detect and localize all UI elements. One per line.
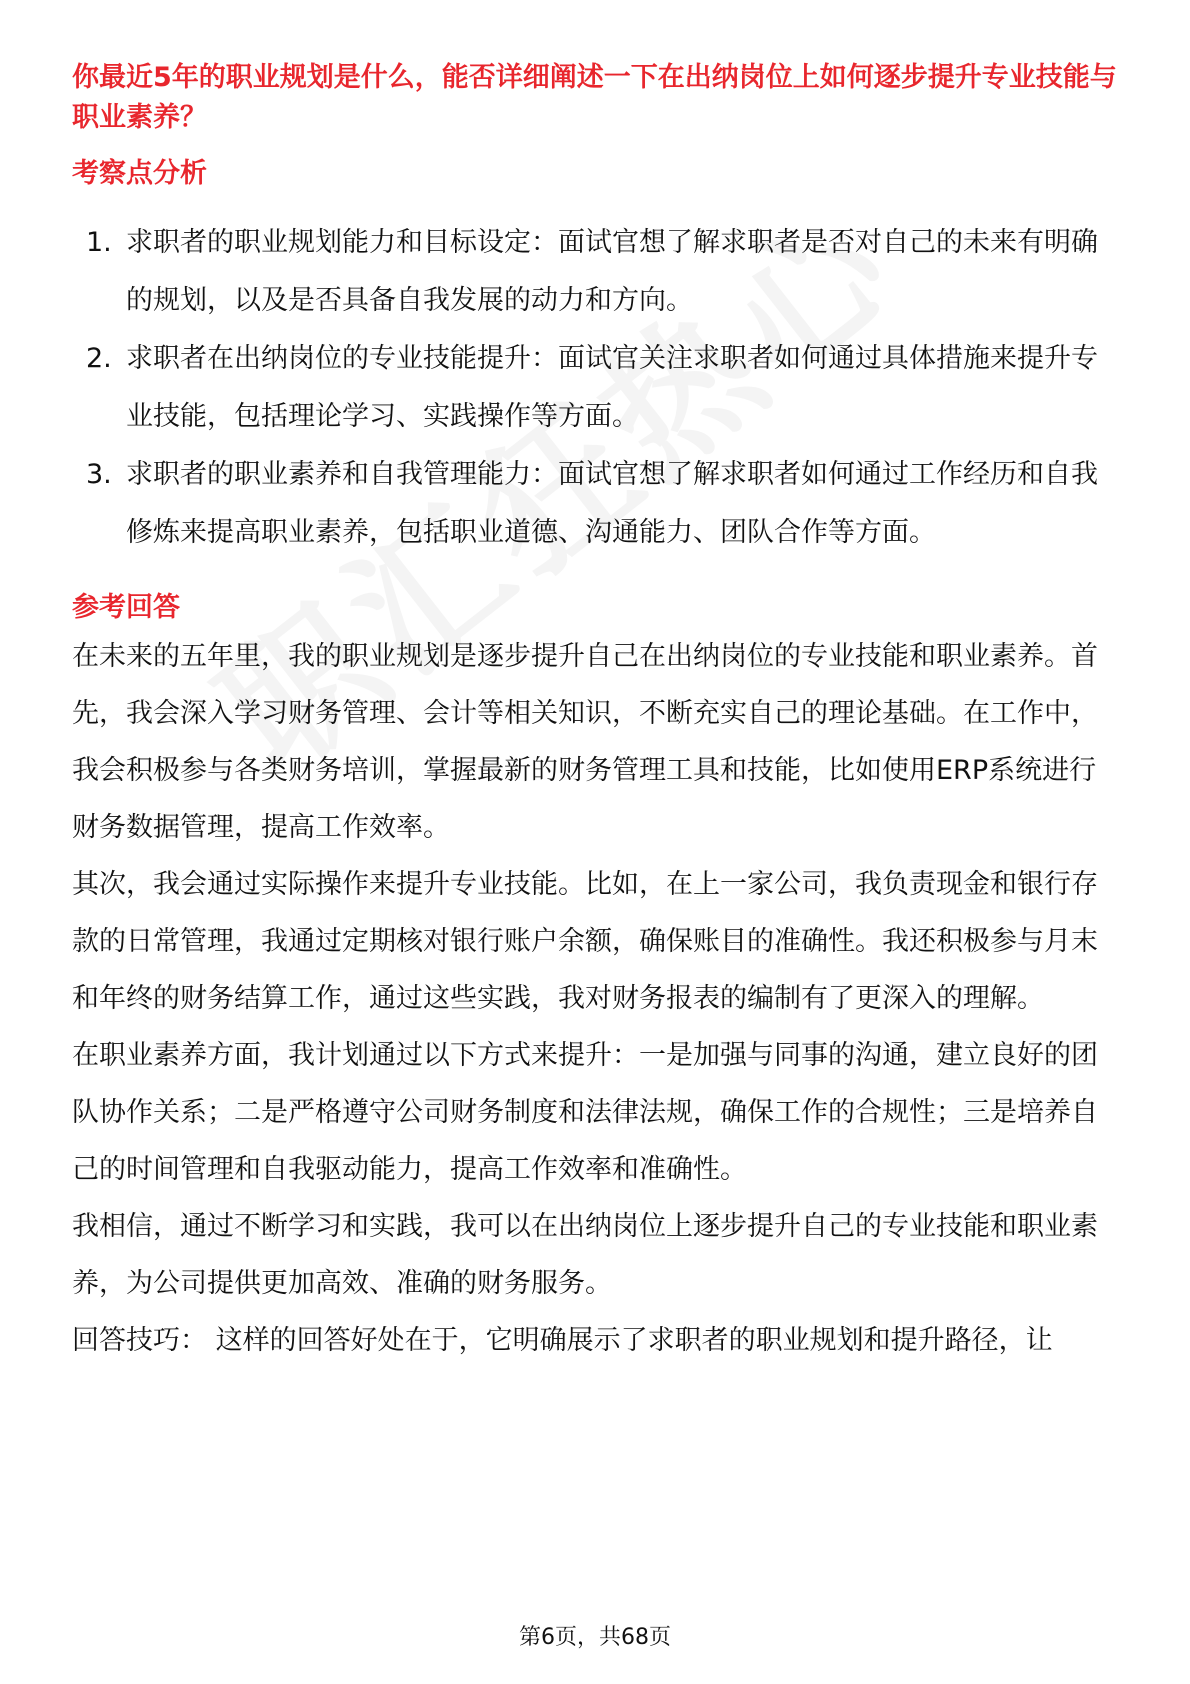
list-number: 3.: [86, 459, 112, 490]
analysis-point: [72, 446, 1122, 562]
analysis-list: [72, 214, 1122, 562]
question-heading: 你最近5年的职业规划是什么，能否详细阐述一下在出纳岗位上如何逐步提升专业技能与职业素养？: [72, 62, 1117, 133]
answer-paragraph: 我相信，通过不断学习和实践，我可以在出纳岗位上逐步提升自己的专业技能和职业素养，为公司提供更加高效、准确的财务服务。: [72, 1211, 1098, 1299]
answer-tip-paragraph: 回答技巧： 这样的回答好处在于，它明确展示了求职者的职业规划和提升路径，让: [72, 1325, 1053, 1356]
answer-paragraph: 在职业素养方面，我计划通过以下方式来提升：一是加强与同事的沟通，建立良好的团队协作关系；二是严格遵守公司财务制度和法律法规，确保工作的合规性；三是培养自己的时间管理和自我驱动能力，提高工作效率和准确性。: [72, 1040, 1098, 1185]
list-number: 2.: [86, 343, 112, 374]
analysis-point-text: 求职者的职业规划能力和目标设定：面试官想了解求职者是否对自己的未来有明确的规划，以及是否具备自我发展的动力和方向。: [126, 227, 1098, 316]
analysis-point: [72, 214, 1122, 330]
document-body: [72, 58, 1122, 1369]
analysis-point-text: 求职者的职业素养和自我管理能力：面试官想了解求职者如何通过工作经历和自我修炼来提高职业素养，包括职业道德、沟通能力、团队合作等方面。: [126, 459, 1098, 548]
analysis-point-text: 求职者在出纳岗位的专业技能提升：面试官关注求职者如何通过具体措施来提升专业技能，包括理论学习、实践操作等方面。: [126, 343, 1098, 432]
answer-paragraph: 其次，我会通过实际操作来提升专业技能。比如，在上一家公司，我负责现金和银行存款的日常管理，我通过定期核对银行账户余额，确保账目的准确性。我还积极参与月末和年终的财务结算工作，通过这些实践，我对财务报表的编制有了更深入的理解。: [72, 869, 1098, 1014]
list-number: 1.: [86, 227, 112, 258]
page-footer: 第6页，共68页: [519, 1625, 671, 1650]
analysis-section-title: 考察点分析: [72, 158, 207, 189]
answer-paragraph: 在未来的五年里，我的职业规划是逐步提升自己在出纳岗位的专业技能和职业素养。首先，我会深入学习财务管理、会计等相关知识，不断充实自己的理论基础。在工作中，我会积极参与各类财务培训，掌握最新的财务管理工具和技能，比如使用ERP系统进行财务数据管理，提高工作效率。: [72, 641, 1098, 843]
answer-section-title: 参考回答: [72, 592, 180, 623]
analysis-point: [72, 330, 1122, 446]
